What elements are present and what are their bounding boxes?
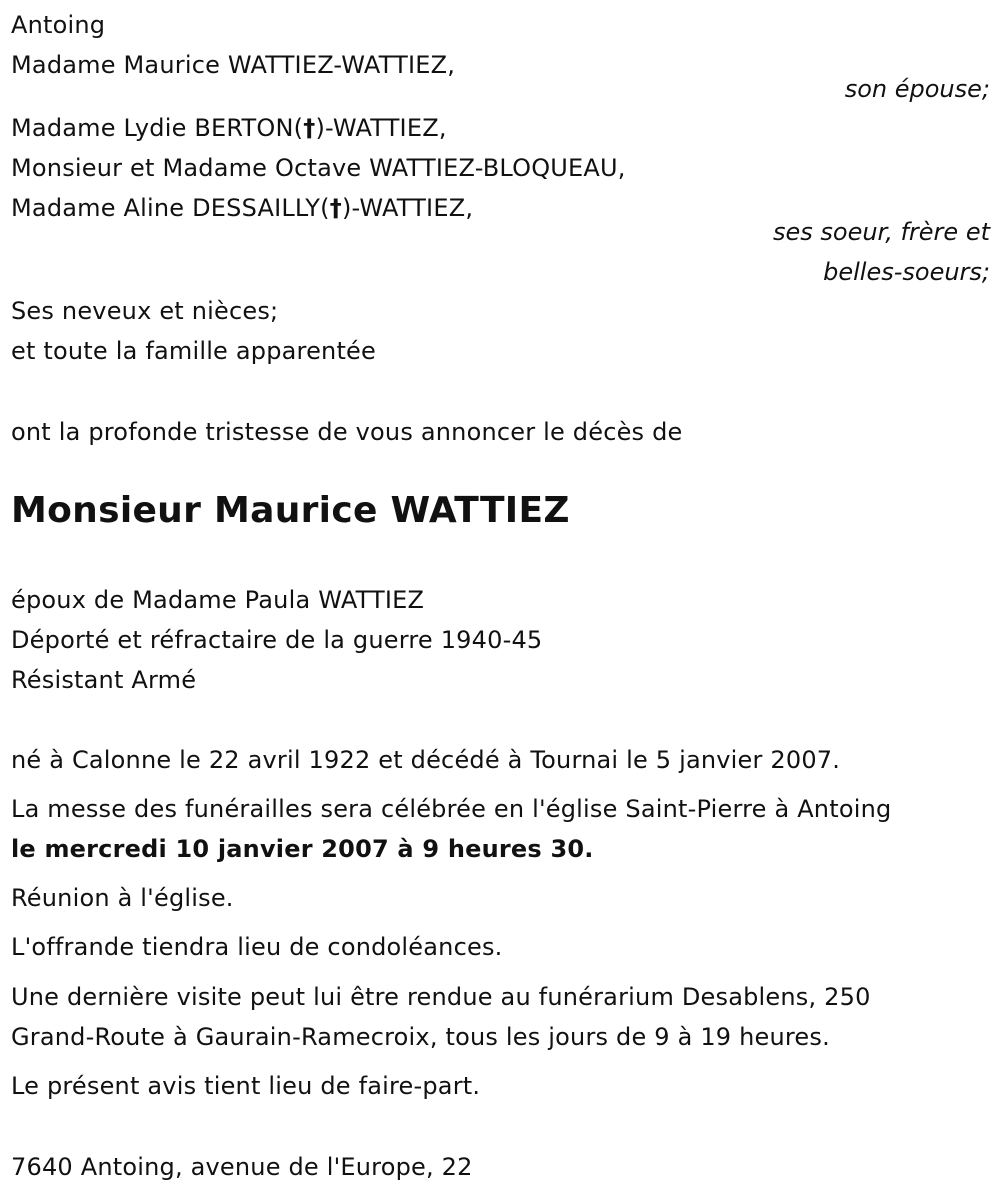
war-line: Déporté et réfractaire de la guerre 1940-45 (11, 626, 543, 654)
siblings-role-line-2: belles-soeurs; (823, 258, 990, 286)
notice-line: Le présent avis tient lieu de faire-part. (11, 1072, 481, 1100)
relatives-line: et toute la famille apparentée (11, 337, 376, 365)
spouse-line: Madame Maurice WATTIEZ-WATTIEZ, (11, 51, 456, 79)
address-line: 7640 Antoing, avenue de l'Europe, 22 (11, 1153, 473, 1181)
sibling-line-1 (11, 114, 447, 142)
birth-death-line: né à Calonne le 22 avril 1922 et décédé à Tournai le 5 janvier 2007. (11, 746, 841, 774)
sibling-1-surname: )-WATTIEZ, (315, 114, 447, 142)
offering-line: L'offrande tiendra lieu de condoléances. (11, 933, 503, 961)
cross-icon: † (329, 194, 342, 222)
visit-line-2: Grand-Route à Gaurain-Ramecroix, tous les jours de 9 à 19 heures. (11, 1023, 830, 1051)
spouse-role: son épouse; (844, 75, 990, 103)
deceased-spouse-line: époux de Madame Paula WATTIEZ (11, 586, 425, 614)
city-line: Antoing (11, 11, 106, 39)
resistance-line: Résistant Armé (11, 666, 197, 694)
announcement-line: ont la profonde tristesse de vous annoncer le décès de (11, 418, 683, 446)
sibling-line-3 (11, 194, 473, 222)
mass-date-line: le mercredi 10 janvier 2007 à 9 heures 30. (11, 835, 594, 863)
cross-icon: † (303, 114, 316, 142)
siblings-role-line-1: ses soeur, frère et (772, 218, 990, 246)
nephews-line: Ses neveux et nièces; (11, 297, 279, 325)
sibling-line-2: Monsieur et Madame Octave WATTIEZ-BLOQUEAU, (11, 154, 626, 182)
mass-line: La messe des funérailles sera célébrée en l'église Saint-Pierre à Antoing (11, 795, 892, 823)
deceased-name: Monsieur Maurice WATTIEZ (11, 490, 570, 531)
sibling-3-surname: )-WATTIEZ, (341, 194, 474, 222)
sibling-3-name: Madame Aline DESSAILLY( (11, 194, 330, 222)
sibling-1-name: Madame Lydie BERTON( (11, 114, 304, 142)
meeting-line: Réunion à l'église. (11, 884, 234, 912)
visit-line-1: Une dernière visite peut lui être rendue au funérarium Desablens, 250 (11, 983, 871, 1011)
